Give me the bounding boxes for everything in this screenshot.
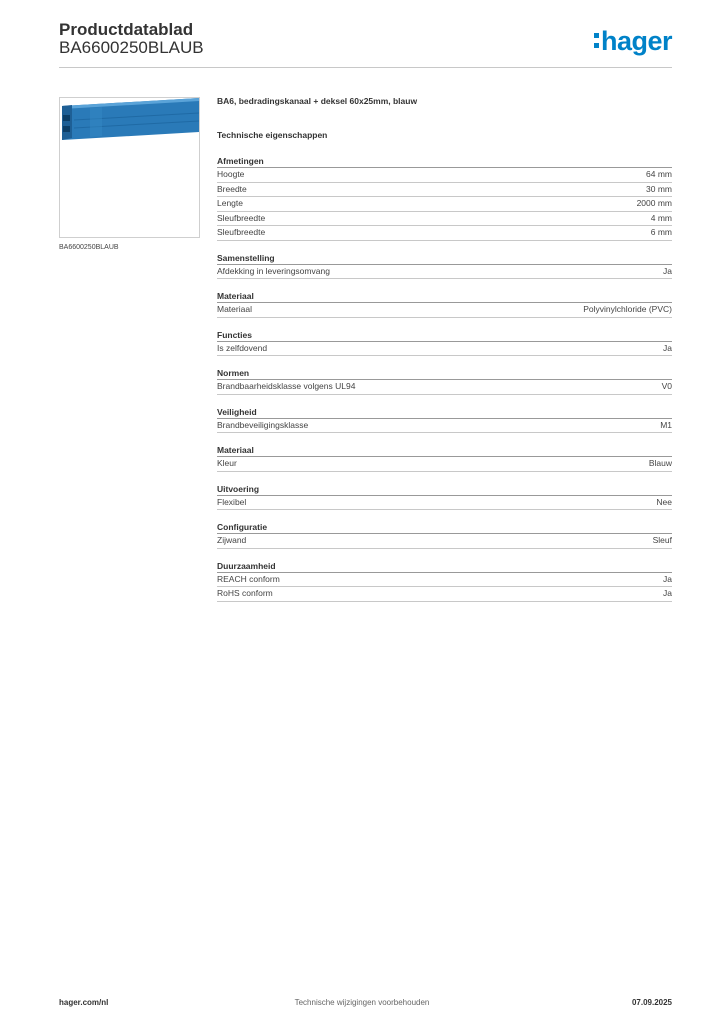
section-title: Normen	[217, 368, 250, 378]
spec-label: Is zelfdovend	[217, 342, 268, 353]
section-title: Functies	[217, 329, 252, 340]
spec-value: 4 mm	[650, 212, 672, 223]
footer-website: hager.com/nl	[59, 998, 109, 1007]
header-divider	[59, 67, 672, 68]
spec-value: Ja	[663, 573, 672, 584]
section-title: Configuratie	[217, 522, 268, 532]
spec-sections	[217, 156, 672, 602]
spec-label: RoHS conform	[217, 588, 273, 598]
spec-label: Kleur	[217, 458, 237, 468]
spec-section	[217, 561, 672, 602]
section-title: Afmetingen	[217, 156, 264, 166]
spec-label: REACH conform	[217, 573, 280, 584]
spec-label: Breedte	[217, 183, 247, 194]
hager-logo	[594, 26, 672, 56]
section-title: Veiligheid	[217, 406, 257, 417]
spec-value: Ja	[663, 265, 672, 276]
spec-content	[217, 96, 672, 614]
spec-section	[217, 484, 672, 511]
section-title: Samenstelling	[217, 252, 275, 263]
spec-row	[217, 265, 672, 280]
spec-row	[217, 212, 672, 227]
spec-value: Ja	[663, 588, 672, 598]
spec-section	[217, 253, 672, 280]
spec-section	[217, 330, 672, 357]
spec-label: Brandbeveiligingsklasse	[217, 419, 309, 430]
spec-row	[217, 342, 672, 357]
section-title: Duurzaamheid	[217, 560, 276, 571]
spec-value: 64 mm	[646, 169, 672, 179]
spec-row	[217, 573, 672, 588]
spec-value: Sleuf	[652, 535, 672, 545]
spec-label: Brandbaarheidsklasse volgens UL94	[217, 381, 356, 391]
footer-date: 07.09.2025	[631, 998, 672, 1007]
spec-value: Nee	[656, 496, 672, 507]
spec-row	[217, 496, 672, 511]
spec-value: 30 mm	[646, 183, 672, 194]
spec-label: Zijwand	[217, 535, 247, 545]
image-caption: BA6600250BLAUB	[59, 244, 119, 251]
logo-dots-icon	[594, 33, 599, 53]
product-image	[59, 97, 200, 238]
spec-row	[217, 534, 672, 549]
spec-value: V0	[661, 381, 672, 391]
spec-section	[217, 156, 672, 241]
section-title: Materiaal	[217, 291, 254, 301]
spec-row	[217, 183, 672, 198]
logo-text: hager	[600, 26, 672, 56]
spec-label: Materiaal	[217, 304, 252, 314]
product-description: BA6, bedradingskanaal + deksel 60x25mm, blauw	[217, 96, 418, 106]
spec-value: M1	[660, 419, 672, 430]
spec-heading: Technische eigenschappen	[217, 130, 328, 140]
spec-row	[217, 168, 672, 183]
spec-section	[217, 291, 672, 318]
product-code: BA6600250BLAUB	[59, 38, 204, 57]
spec-row	[217, 303, 672, 318]
section-title: Materiaal	[217, 445, 254, 455]
spec-row	[217, 226, 672, 241]
spec-label: Sleufbreedte	[217, 212, 266, 223]
spec-section	[217, 407, 672, 434]
spec-label: Sleufbreedte	[217, 227, 266, 237]
spec-label: Flexibel	[217, 496, 247, 507]
spec-row	[217, 197, 672, 212]
spec-value: Blauw	[648, 458, 672, 468]
spec-row	[217, 587, 672, 602]
cable-duct-illustration	[60, 98, 200, 238]
spec-value: Polyvinylchloride (PVC)	[583, 304, 672, 314]
spec-row	[217, 380, 672, 395]
spec-section	[217, 445, 672, 472]
spec-label: Afdekking in leveringsomvang	[217, 265, 330, 276]
footer-notice: Technische wijzigingen voorbehouden	[294, 998, 430, 1007]
spec-section	[217, 522, 672, 549]
spec-value: 2000 mm	[636, 198, 672, 208]
spec-section	[217, 368, 672, 395]
spec-row	[217, 457, 672, 472]
page-title: Productdatablad	[59, 20, 194, 39]
section-title: Uitvoering	[217, 483, 260, 494]
spec-value: 6 mm	[650, 227, 672, 237]
spec-label: Hoogte	[217, 169, 245, 179]
spec-value: Ja	[663, 342, 672, 353]
spec-row	[217, 419, 672, 434]
spec-label: Lengte	[217, 198, 243, 208]
